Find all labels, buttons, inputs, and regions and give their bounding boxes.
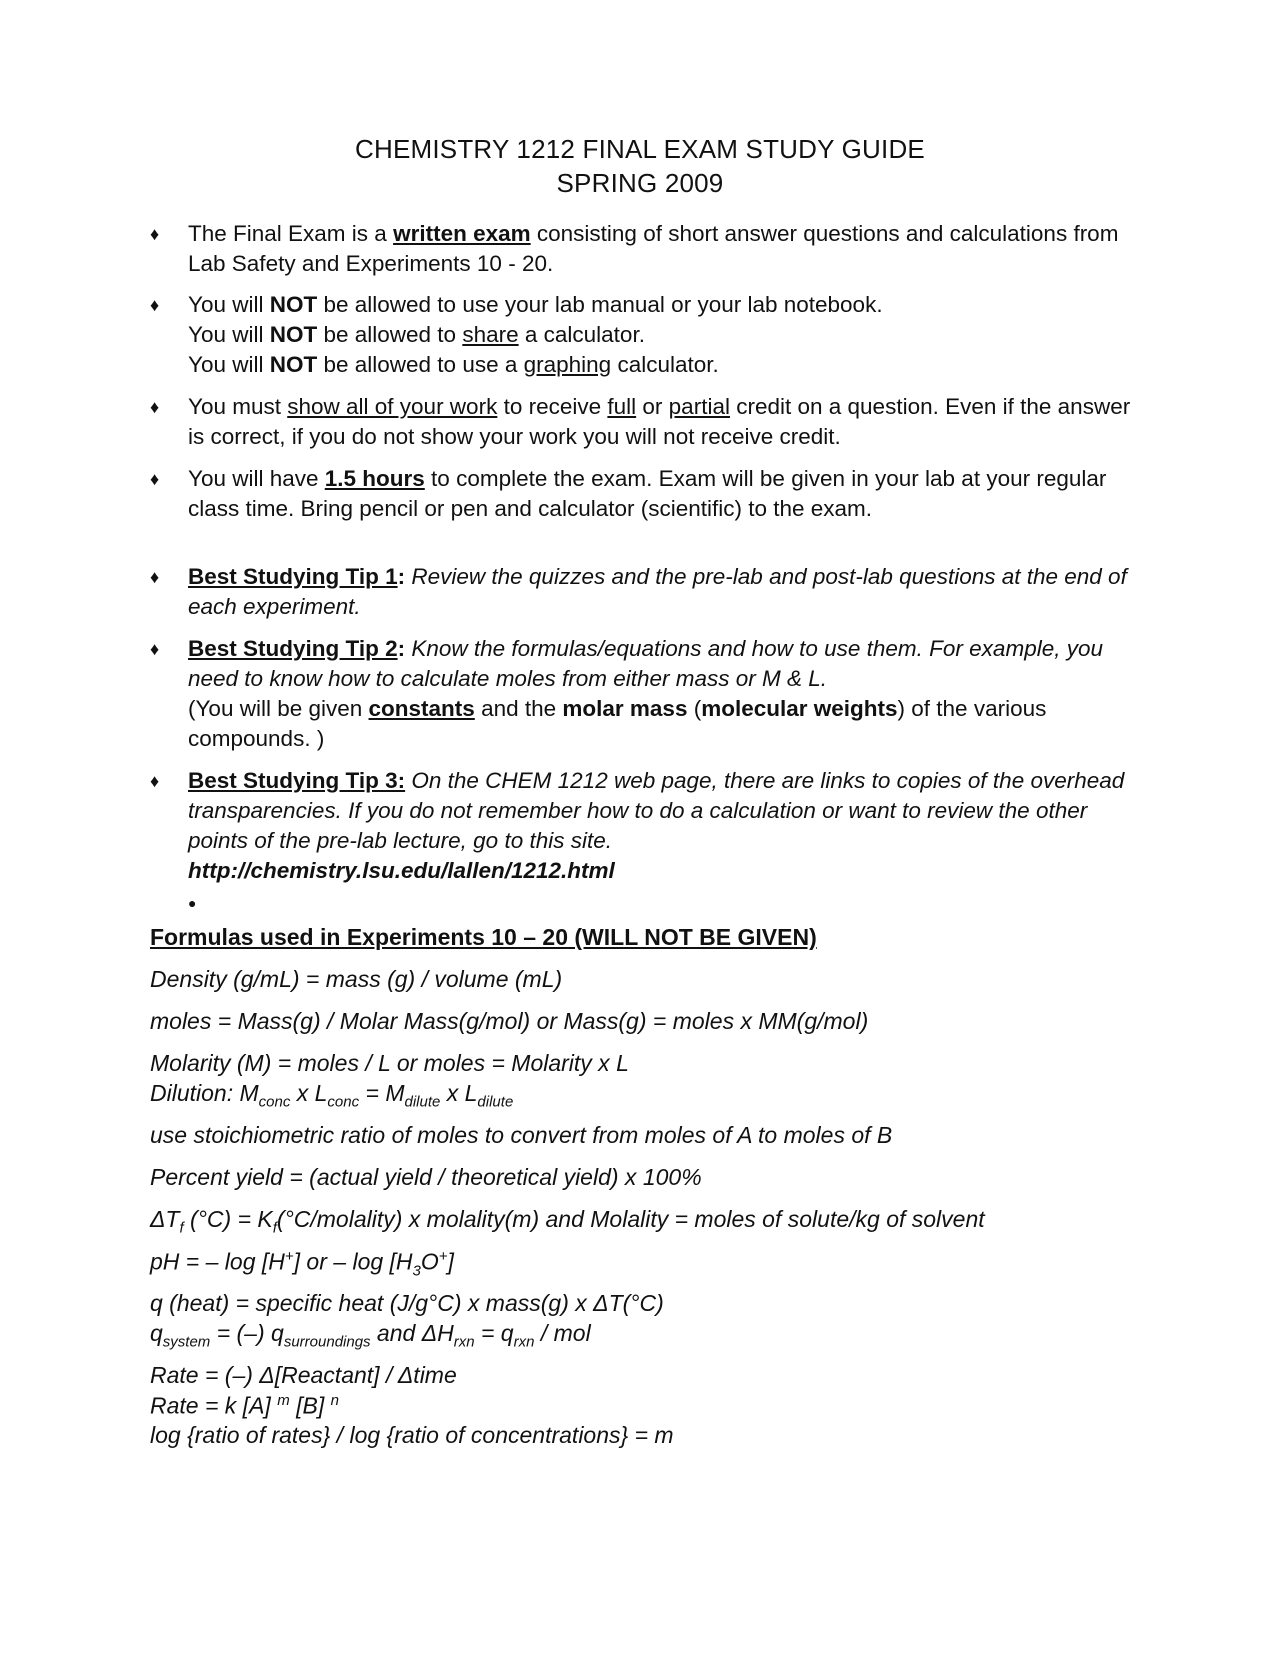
list-item: ♦ Best Studying Tip 3: On the CHEM 1212 web page, there are links to copies of the overhead transparencies. If you do not remember how to do a calculation or want to review the other points of the pre-lab lecture, go to this site. http://chemistry.lsu.edu/lallen/1212.html ● bbox=[150, 768, 1125, 911]
bullet-list bbox=[150, 634, 1140, 754]
formula-rate-law: Rate = k [A] $^m$ [B] $^n$ bbox=[150, 1392, 339, 1419]
diamond-bullet-icon: ♦ bbox=[150, 469, 160, 489]
formula-q-system: $q_{system}$ = (–) $q_{surroundings}$ and $\Delta H_{rxn} = q_{rxn}$ / mol bbox=[150, 1320, 591, 1351]
document-subtitle: SPRING 2009 bbox=[556, 168, 724, 198]
formula-moles: moles = Mass(g) / Molar Mass(g/mol) or Mass(g) = moles x MM(g/mol) bbox=[150, 1008, 869, 1034]
list-item: ♦ You must show all of your work to receive full or partial credit on a question. Even if the answer is correct, if you do not show your work you will not receive credit. bbox=[150, 394, 1131, 449]
bullet-list bbox=[150, 766, 1140, 918]
formula-stoichiometry: use stoichiometric ratio of moles to convert from moles of A to moles of B bbox=[150, 1122, 893, 1148]
bullet-list bbox=[150, 392, 1140, 452]
dot-bullet-icon: ● bbox=[188, 895, 197, 911]
formula-ph: pH = – log [H+] or – $\log [H_3O^+]$ bbox=[150, 1248, 454, 1280]
list-item: ♦ Best Studying Tip 1: Review the quizzes and the pre-lab and post-lab questions at the end of each experiment. bbox=[150, 564, 1127, 619]
bullet-list bbox=[150, 562, 1140, 622]
formula-dilution: Dilution: $M_{conc}$ x $L_{conc} = M_{dilute}$ x $L_{dilute}$ bbox=[150, 1080, 514, 1111]
formula-freezing-point: $\Delta T_f$ $(^\circ C) = K_f(^\circ C/molality)$ x molality(m) and Molality = moles of solute/kg of solvent bbox=[150, 1206, 985, 1237]
bullet-list bbox=[150, 464, 1140, 524]
formula-heat: q (heat) = specific heat (J/g°C) x mass(g) x ΔT(°C) bbox=[150, 1290, 664, 1316]
formulas-heading: Formulas used in Experiments 10 – 20 (WILL NOT BE GIVEN) bbox=[150, 924, 817, 950]
diamond-bullet-icon: ♦ bbox=[150, 771, 160, 791]
formula-density: Density (g/mL) = mass (g) / volume (mL) bbox=[150, 966, 563, 992]
formula-log-ratio: log {ratio of rates} / log {ratio of concentrations} = m bbox=[150, 1422, 674, 1448]
diamond-bullet-icon: ♦ bbox=[150, 295, 160, 315]
document-title: CHEMISTRY 1212 FINAL EXAM STUDY GUIDE bbox=[355, 134, 925, 164]
list-item: ♦ You will NOT be allowed to use your lab manual or your lab notebook. You will NOT be allowed to share a calculator. You will NOT be allowed to use a graphing calculator. bbox=[150, 292, 883, 377]
bullet-list bbox=[150, 290, 1140, 380]
diamond-bullet-icon: ♦ bbox=[150, 397, 160, 417]
diamond-bullet-icon: ♦ bbox=[150, 567, 160, 587]
bullet-list bbox=[150, 219, 1140, 279]
formula-molarity: Molarity (M) = moles / L or moles = Molarity x L bbox=[150, 1050, 629, 1076]
formula-percent-yield: Percent yield = (actual yield / theoretical yield) x 100% bbox=[150, 1164, 702, 1190]
formula-rate: Rate = (–) Δ[Reactant] / Δtime bbox=[150, 1362, 457, 1388]
list-item: ♦ Best Studying Tip 2: Know the formulas/equations and how to use them. For example, you need to know how to calculate moles from either mass or M & L. (You will be given constants and the molar mass (molecular weights) of the various compounds. ) bbox=[150, 636, 1103, 751]
list-item: ♦ The Final Exam is a written exam consisting of short answer questions and calculations from Lab Safety and Experiments 10 - 20. bbox=[150, 221, 1119, 276]
diamond-bullet-icon: ♦ bbox=[150, 639, 160, 659]
resource-link[interactable]: http://chemistry.lsu.edu/lallen/1212.html bbox=[188, 858, 615, 883]
diamond-bullet-icon: ♦ bbox=[150, 224, 160, 244]
list-item: ♦ You will have 1.5 hours to complete the exam. Exam will be given in your lab at your regular class time. Bring pencil or pen and calculator (scientific) to the exam. bbox=[150, 466, 1107, 521]
